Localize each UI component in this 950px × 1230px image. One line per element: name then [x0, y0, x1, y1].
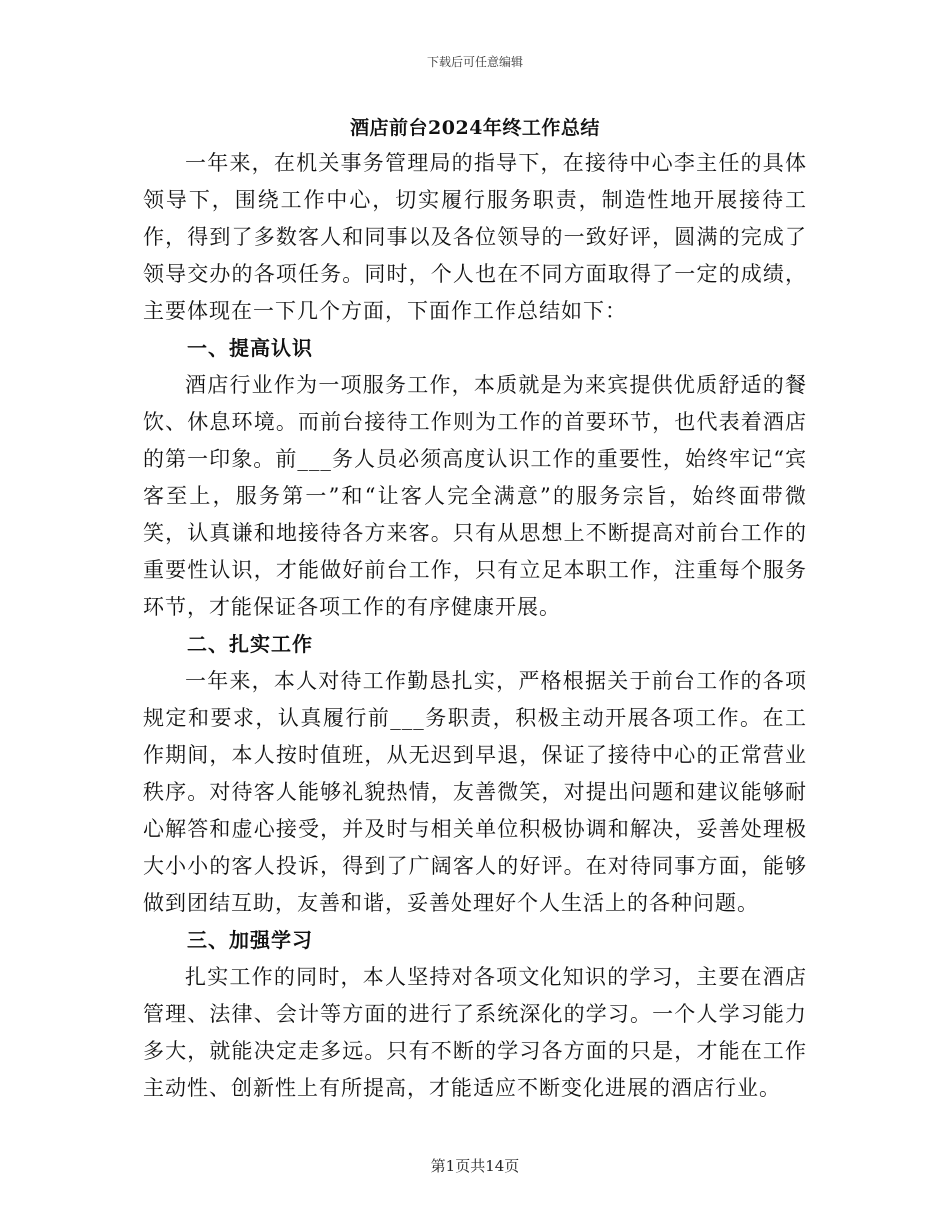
- section-heading-1: 一、提高认识: [187, 336, 313, 360]
- intro-paragraph: 一年来，在机关事务管理局的指导下，在接待中心李主任的具体领导下，围绕工作中心，切实履行服务职责，制造性地开展接待工作，得到了多数客人和同事以及各位领导的一致好评，圆满的完成了领导交办的各项任务。同时，个人也在不同方面取得了一定的成绩，主要体现在一下几个方面，下面作工作总结如下：: [143, 151, 807, 323]
- section-paragraph-2: 一年来，本人对待工作勤恳扎实，严格根据关于前台工作的各项规定和要求，认真履行前___务职责，积极主动开展各项工作。在工作期间，本人按时值班，从无迟到早退，保证了接待中心的正常营业秩序。对待客人能够礼貌热情，友善微笑，对提出问题和建议能够耐心解答和虚心接受，并及时与相关单位积极协调和解决，妥善处理极大小小的客人投诉，得到了广阔客人的好评。在对待同事方面，能够做到团结互助，友善和谐，妥善处理好个人生活上的各种问题。: [143, 669, 807, 915]
- section-heading-2: 二、扎实工作: [187, 632, 313, 656]
- page-header-note: 下载后可任意编辑: [426, 55, 523, 69]
- section-heading-3: 三、加强学习: [187, 928, 313, 952]
- document-title: 酒店前台2024年终工作总结: [350, 117, 600, 139]
- document-body: [143, 145, 807, 1107]
- page-footer-number: 第1页共14页: [430, 1157, 520, 1175]
- section-paragraph-1: 酒店行业作为一项服务工作，本质就是为来宾提供优质舒适的餐饮、休息环境。而前台接待工作则为工作的首要环节，也代表着酒店的第一印象。前___务人员必须高度认识工作的重要性，始终牢记“宾客至上，服务第一”和“让客人完全满意”的服务宗旨，始终面带微笑，认真谦和地接待各方来客。只有从思想上不断提高对前台工作的重要性认识，才能做好前台工作，只有立足本职工作，注重每个服务环节，才能保证各项工作的有序健康开展。: [143, 373, 807, 619]
- section-paragraph-3: 扎实工作的同时，本人坚持对各项文化知识的学习，主要在酒店管理、法律、会计等方面的进行了系统深化的学习。一个人学习能力多大，就能决定走多远。只有不断的学习各方面的只是，才能在工作主动性、创新性上有所提高，才能适应不断变化进展的酒店行业。: [143, 965, 807, 1100]
